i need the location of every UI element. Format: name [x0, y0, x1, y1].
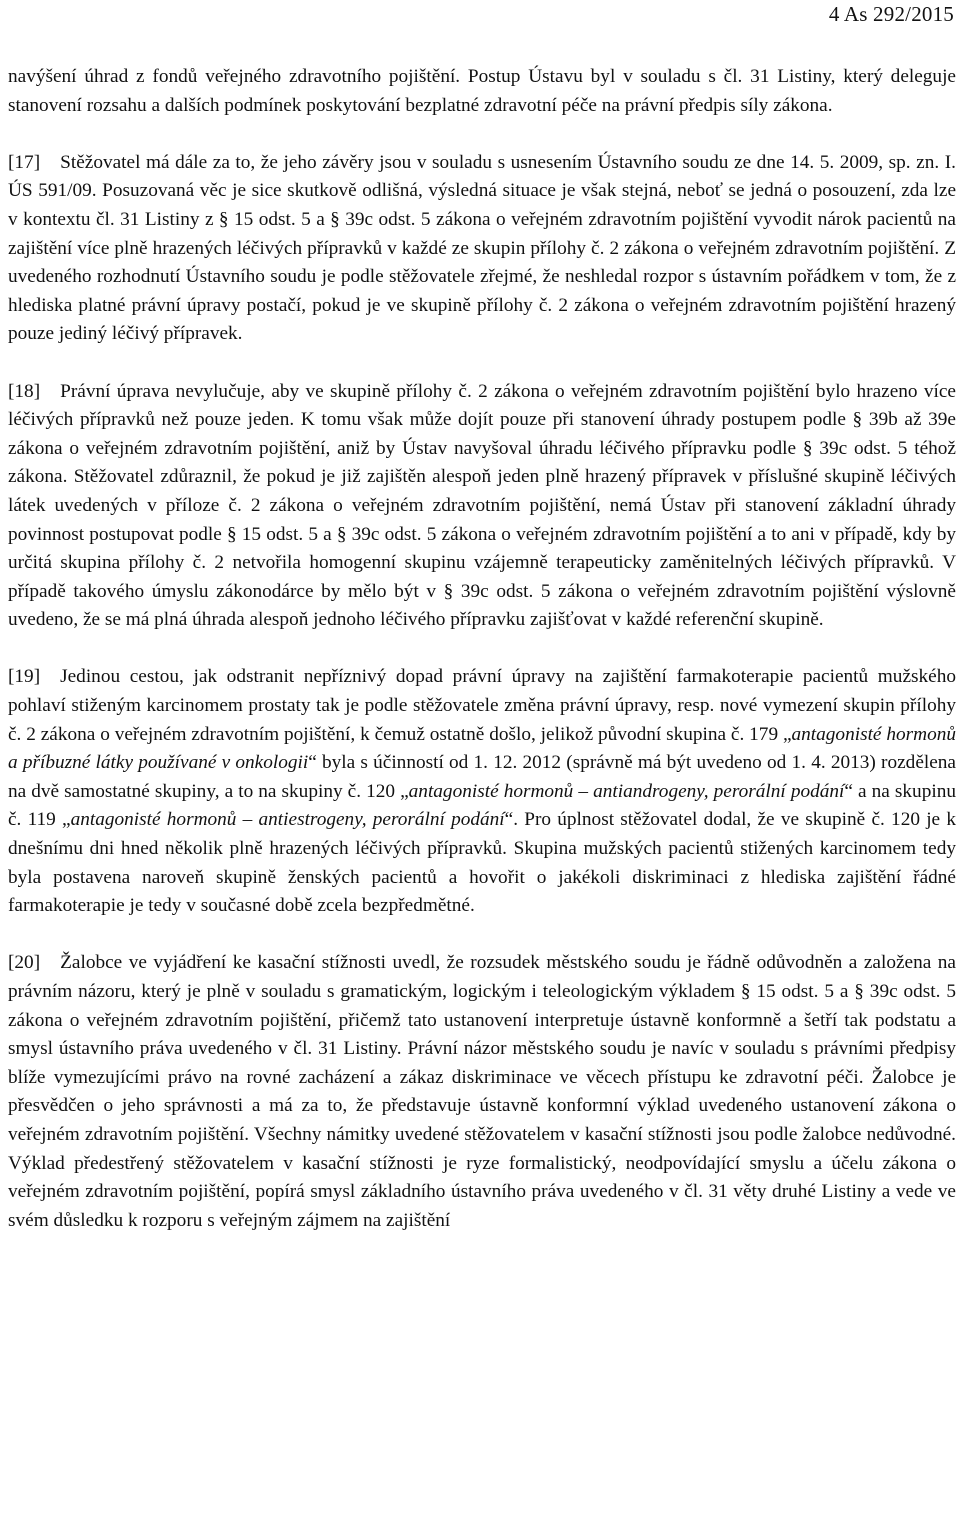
paragraph-number: [19] — [8, 666, 41, 688]
paragraph-20 — [8, 949, 956, 1235]
italic-text-segment: antagonisté hormonů – antiestrogeny, perorální podání — [70, 809, 505, 831]
text-segment: “. Pro úplnost stěžovatel dodal, že ve skupině č. 120 je k dnešnímu dni hned několik plně hrazených léčivých přípravků. Skupina mužských pacientů stižených karcinomem tedy byla postavena naroveň skupině ženských pacientů a hovořit o jakékoli diskriminaci z hlediska zajištění řádné farmakoterapie je tedy v současné době zcela bezpředmětné. — [8, 809, 956, 917]
paragraph-continuation — [8, 63, 956, 120]
paragraph-18 — [8, 378, 956, 635]
text-segment: “ a na skupinu č. 119 „ — [8, 780, 956, 831]
paragraph-17 — [8, 149, 956, 349]
paragraph-19 — [8, 663, 956, 920]
text-segment: “ byla s účinností od 1. 12. 2012 (správně má být uvedeno od 1. 4. 2013) rozdělena na dvě samostatné skupiny, a to na skupiny č. 120 „ — [8, 752, 956, 802]
italic-text-segment: antagonisté hormonů – antiandrogeny, perorální podání — [408, 780, 845, 802]
case-number-header: 4 As 292/2015 — [828, 2, 954, 26]
italic-text-segment: antagonisté hormonů a příbuzné látky používané v onkologii — [8, 723, 956, 774]
paragraph-number: [18] — [8, 380, 41, 402]
text-segment: navýšení úhrad z fondů veřejného zdravotního pojištění. Postup Ústavu byl v souladu s čl. 31 Listiny, který deleguje stanovení rozsahu a dalších podmínek poskytování bezplatné zdravotní péče na právní předpis síly zákona. — [8, 66, 956, 116]
text-segment: Jedinou cestou, jak odstranit nepříznivý dopad právní úpravy na zajištění farmakoterapie pacientů mužského pohlaví stiženým karcinomem prostaty tak je podle stěžovatele změna právní úpravy, resp. nové vymezení skupin přílohy č. 2 zákona o veřejném zdravotním pojištění, k čemuž ostatně došlo, jelikož původní skupina č. 179 „ — [8, 666, 956, 745]
paragraph-number: [20] — [8, 952, 41, 974]
text-segment: Žalobce ve vyjádření ke kasační stížnosti uvedl, že rozsudek městského soudu je řádně odůvodněn a založena na právním názoru, který je plně v souladu s gramatickým, logickým i teleologickým výkladem § 15 odst. 5 a § 39c odst. 5 zákona o veřejném zdravotním pojištění, přičemž tato ustanovení interpretuje ústavně konformně a šetří tak podstatu a smysl ústavního práva uvedeného v čl. 31 Listiny. Právní názor městského soudu je navíc v souladu s právními předpisy blíže vymezujícími právo na rovné zacházení a zákaz diskriminace ve věcech přístupu ke zdravotní péči. Žalobce je přesvědčen o jeho správnosti a má za to, že představuje ústavně konformní výklad uvedeného ustanovení zákona o veřejném zdravotním pojištění. Všechny námitky uvedené stěžovatelem v kasační stížnosti jsou podle žalobce nedůvodné. Výklad předestřený stěžovatelem v kasační stížnosti je ryze formalistický, neodpovídající smyslu a účelu zákona o veřejném zdravotním pojištění, popírá smysl základního ústavního práva uvedeného v čl. 31 věty druhé Listiny a vede ve svém důsledku k rozporu s veřejným zájmem na zajištění — [8, 952, 956, 1231]
paragraph-number: [17] — [8, 151, 41, 173]
text-segment: Stěžovatel má dále za to, že jeho závěry jsou v souladu s usnesením Ústavního soudu ze dne 14. 5. 2009, sp. zn. I. ÚS 591/09. Posuzovaná věc je sice skutkově odlišná, výsledná situace je však stejná, neboť se jedná o posouzení, zda lze v kontextu čl. 31 Listiny z § 15 odst. 5 a § 39c odst. 5 zákona o veřejném zdravotním pojištění vyvodit nárok pacientů na zajištění více plně hrazených léčivých přípravků v každé ze skupin přílohy č. 2 zákona o veřejném zdravotním pojištění. Z uvedeného rozhodnutí Ústavního soudu je podle stěžovatele zřejmé, že neshledal rozpor s ústavním pořádkem v tom, že z hlediska platné právní úpravy postačí, pokud je ve skupině přílohy č. 2 zákona o veřejném zdravotním pojištění hrazený pouze jediný léčivý přípravek. — [8, 151, 956, 345]
text-segment: Právní úprava nevylučuje, aby ve skupině přílohy č. 2 zákona o veřejném zdravotním pojištění bylo hrazeno více léčivých přípravků než pouze jeden. K tomu však může dojít pouze při stanovení úhrady postupem podle § 39b až 39e zákona o veřejném zdravotním pojištění, aniž by Ústav navyšoval úhradu léčivého přípravku podle § 39c odst. 5 téhož zákona. Stěžovatel zdůraznil, že pokud je již zajištěn alespoň jeden plně hrazený přípravek v příslušné skupině léčivých látek uvedených v příloze č. 2 zákona o veřejném zdravotním pojištění, nemá Ústav při stanovení základní úhrady povinnost postupovat podle § 15 odst. 5 a § 39c odst. 5 zákona o veřejném zdravotním pojištění a to ani v případě, kdy by určitá skupina přílohy č. 2 netvořila homogenní skupinu vzájemně terapeuticky zaměnitelných léčivých přípravků. V případě takového úmyslu zákonodárce by mělo být v § 39c odst. 5 zákona o veřejném zdravotním pojištění výslovně uvedeno, že se má plná úhrada alespoň jednoho léčivého přípravku zajišťovat v každé referenční skupině. — [8, 380, 956, 631]
document-body — [8, 63, 956, 1264]
